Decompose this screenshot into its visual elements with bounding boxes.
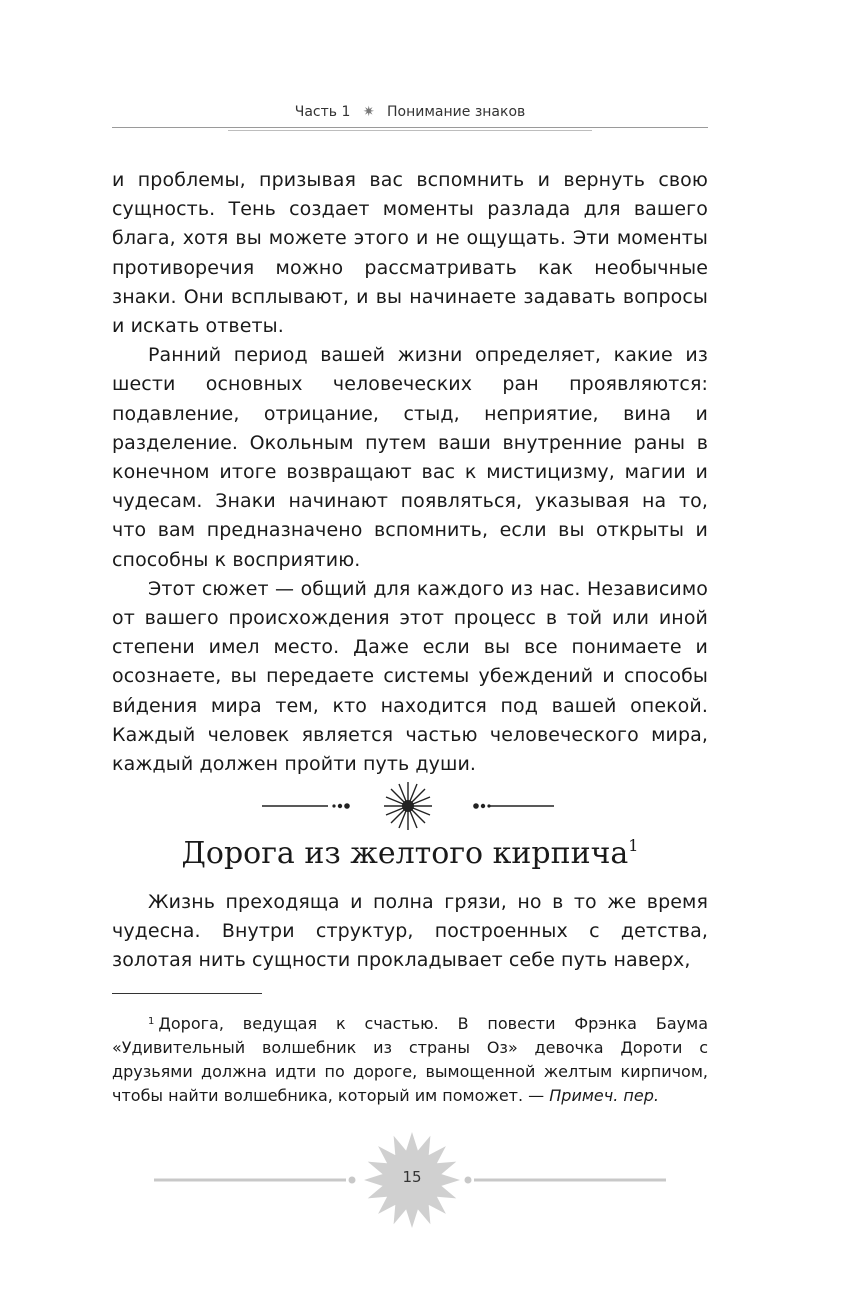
footnote-ref: 1 (628, 836, 639, 855)
paragraph: и проблемы, призывая вас вспомнить и вернуть свою сущность. Тень создает моменты разлада для вашего блага, хотя вы можете этого и не ощущать. Эти моменты противоречия можно рассматривать как необычные знаки. Они всплывают, и вы начинаете задавать вопросы и искать ответы. (112, 169, 708, 338)
running-head-part: Часть 1 (294, 104, 351, 120)
paragraph: Жизнь преходяща и полна грязи, но в то же время чудесна. Внутри структур, построенных с детства, золотая нить сущности прокладывает себе путь наверх, (112, 891, 708, 972)
body-text-before (112, 166, 708, 779)
header-rule-secondary (228, 130, 592, 131)
running-head (112, 104, 708, 120)
sun-star-icon: ✷ (362, 104, 375, 120)
footnote-translator-note: Примеч. пер. (549, 1086, 659, 1105)
paragraph: Ранний период вашей жизни определяет, какие из шести основных человеческих ран проявляются: подавление, отрицание, стыд, неприятие, вина и разделение. Окольным путем ваши внутренние раны в конечном итоге возвращают вас к мистицизму, магии и чудесам. Знаки начинают появляться, указывая на то, что вам предназначено вспомнить, если вы открыты и способны к восприятию. (112, 344, 708, 571)
paragraph: Этот сюжет — общий для каждого из нас. Независимо от вашего происхождения этот процесс в той или иной степени имел место. Даже если вы все понимаете и осознаете, вы передаете системы убеждений и способы ви́дения мира тем, кто находится под вашей опекой. Каждый человек является частью человеческого мира, каждый должен пройти путь души. (112, 577, 708, 776)
running-head-title: Понимание знаков (387, 104, 526, 120)
footnote-rule (112, 993, 262, 994)
header-rule (112, 127, 708, 128)
page-number: 15 (402, 1168, 422, 1186)
footnote-text: Дорога, ведущая к счастью. В повести Фрэнка Баума «Удивительный волшебник из страны Оз» девочка Дороти с друзьями должна идти по дороге, вымощенной желтым кирпичом, чтобы найти волшебника, который им поможет. — (112, 1014, 708, 1105)
body-text-after (112, 888, 708, 976)
footnote (112, 1010, 708, 1108)
section-title (112, 836, 708, 871)
section-title-text: Дорога из желтого кирпича (181, 836, 629, 871)
footnote-mark: 1 (148, 1016, 155, 1027)
section-ornament-icon (258, 778, 558, 834)
